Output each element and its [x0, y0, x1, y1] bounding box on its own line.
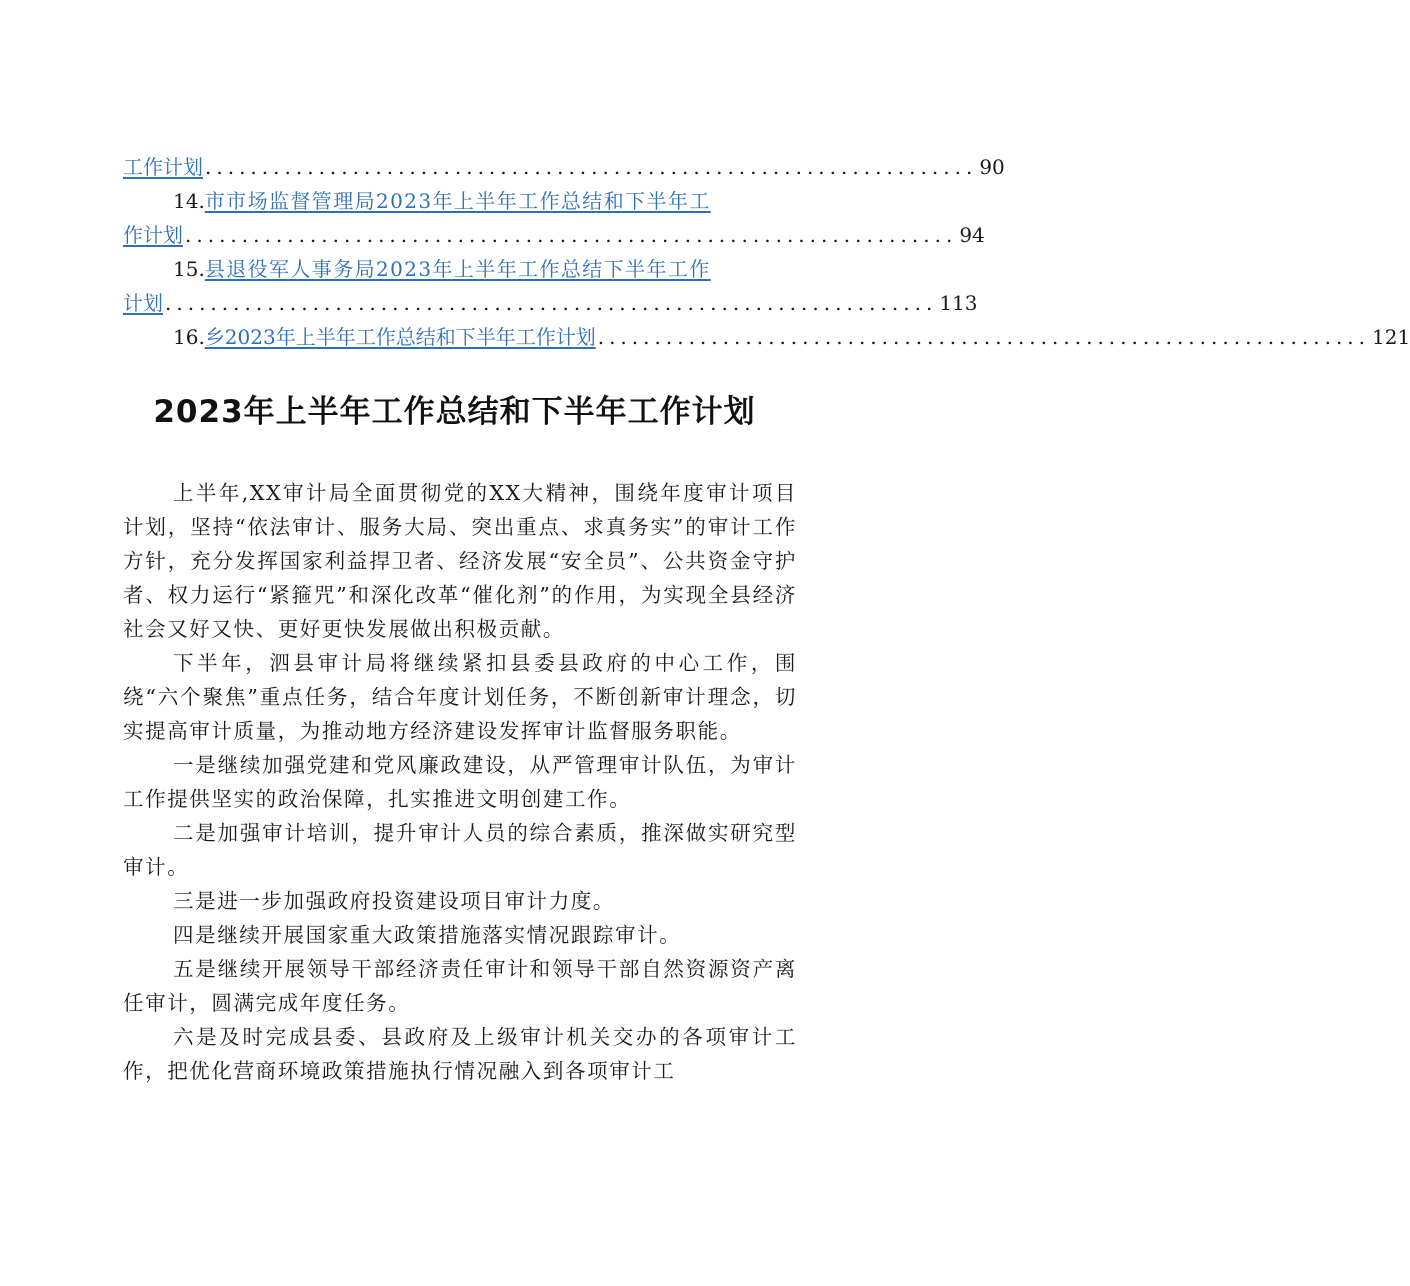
- toc-leader-dots: ....................................................................: [185, 223, 958, 247]
- toc-page-number: 94: [959, 223, 985, 247]
- paragraph: 上半年,XX审计局全面贯彻党的XX大精神，围绕年度审计项目计划，坚持“依法审计、服务大局、突出重点、求真务实”的审计工作方针，充分发挥国家利益捍卫者、经济发展“安全员”、公共资金守护者、权力运行“紧箍咒”和深化改革“催化剂”的作用，为实现全县经济社会又好又快、更好更快发展做出积极贡献。: [123, 481, 797, 641]
- toc-entry: [123, 320, 1410, 354]
- toc-link[interactable]: 乡2023年上半年工作总结和下半年工作计划: [204, 325, 596, 349]
- toc-page-number: 90: [979, 155, 1005, 179]
- table-of-contents: [123, 150, 1410, 354]
- paragraph: 下半年，泗县审计局将继续紧扣县委县政府的中心工作，围绕“六个聚焦”重点任务，结合年度计划任务，不断创新审计理念，切实提高审计质量，为推动地方经济建设发挥审计监督服务职能。: [123, 651, 797, 743]
- document-body: [123, 476, 797, 1088]
- toc-entry-continuation: [123, 286, 978, 320]
- toc-leader-dots: ....................................................................: [205, 155, 978, 179]
- document-title: 2023年上半年工作总结和下半年工作计划: [153, 394, 756, 430]
- toc-link[interactable]: 市市场监督管理局2023年上半年工作总结和下半年工: [204, 189, 711, 213]
- toc-entry-number: 15.: [173, 257, 205, 281]
- toc-leader-dots: ....................................................................: [597, 325, 1371, 349]
- toc-link[interactable]: 计划: [123, 291, 163, 315]
- toc-entry: [123, 184, 797, 218]
- paragraph: 六是及时完成县委、县政府及上级审计机关交办的各项审计工作，把优化营商环境政策措施执行情况融入到各项审计工: [123, 1025, 797, 1083]
- toc-entry-continuation: [123, 218, 985, 252]
- toc-entry: [123, 252, 797, 286]
- paragraph: 三是进一步加强政府投资建设项目审计力度。: [173, 889, 615, 913]
- paragraph: 五是继续开展领导干部经济责任审计和领导干部自然资源资产离任审计，圆满完成年度任务。: [123, 957, 797, 1015]
- toc-entry-continuation: [123, 150, 1005, 184]
- toc-leader-dots: ....................................................................: [165, 291, 938, 315]
- toc-entry-number: 16.: [173, 325, 205, 349]
- paragraph: 二是加强审计培训，提升审计人员的综合素质，推深做实研究型审计。: [123, 821, 797, 879]
- paragraph: 四是继续开展国家重大政策措施落实情况跟踪审计。: [173, 923, 682, 947]
- paragraph: 一是继续加强党建和党风廉政建设，从严管理审计队伍，为审计工作提供坚实的政治保障，扎实推进文明创建工作。: [123, 753, 797, 811]
- toc-page-number: 113: [939, 291, 978, 315]
- toc-link[interactable]: 作计划: [123, 223, 183, 247]
- toc-page-number: 121: [1372, 325, 1410, 349]
- toc-link[interactable]: 工作计划: [123, 155, 203, 179]
- toc-entry-number: 14.: [173, 189, 205, 213]
- toc-link[interactable]: 县退役军人事务局2023年上半年工作总结下半年工作: [204, 257, 711, 281]
